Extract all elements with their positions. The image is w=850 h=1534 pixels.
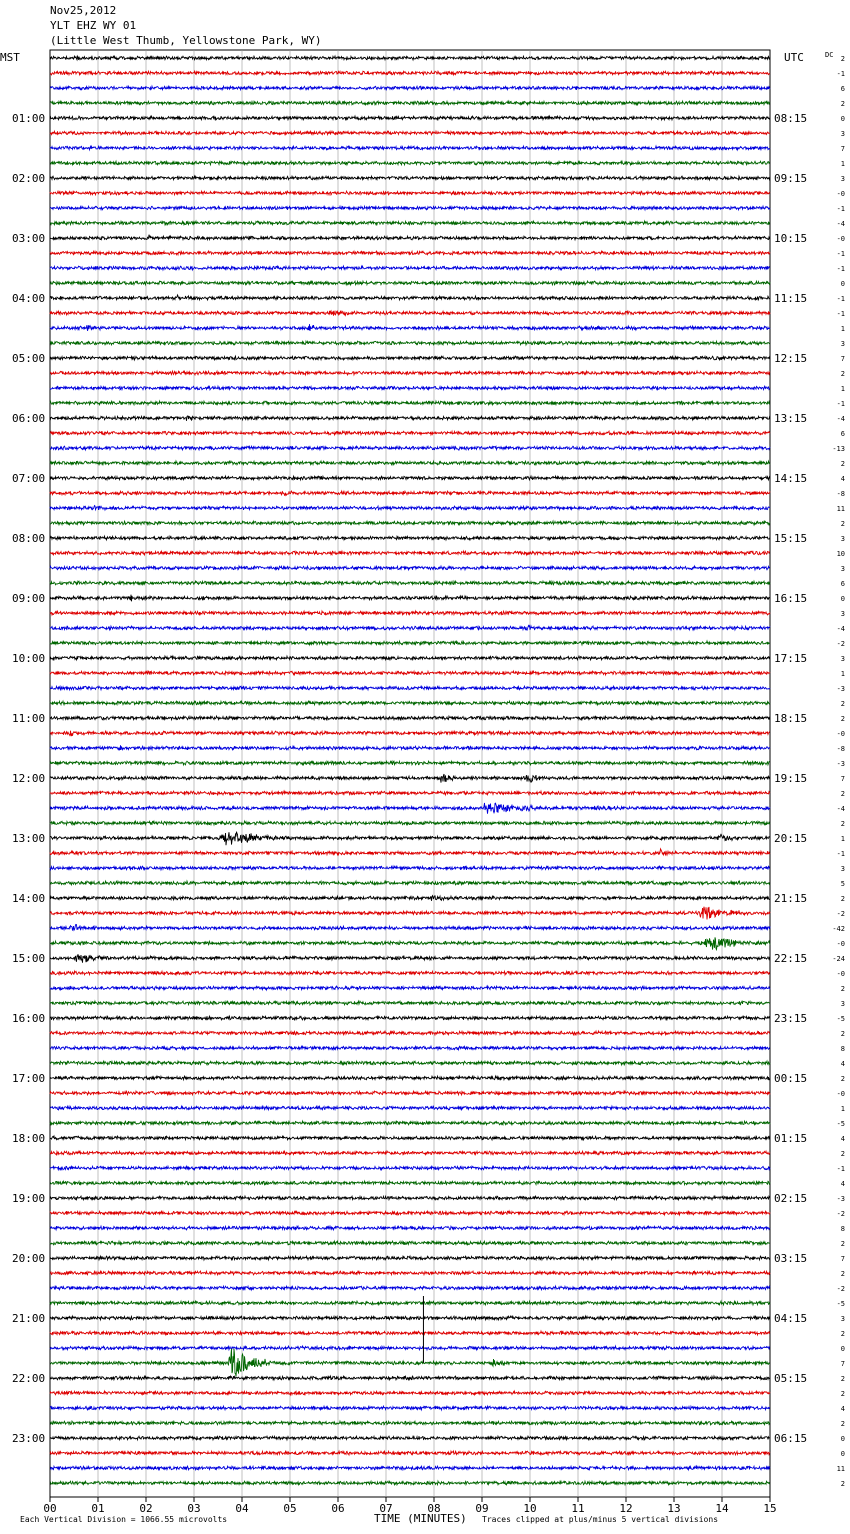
dc-offset-value: 2 <box>840 1075 845 1083</box>
dc-offset-value: 2 <box>840 460 845 468</box>
dc-offset-value: 0 <box>840 595 845 603</box>
left-timezone-label: MST <box>0 51 20 64</box>
dc-offset-value: -8 <box>836 490 845 498</box>
seismic-trace <box>50 1106 770 1110</box>
dc-offset-value: 2 <box>840 1480 845 1488</box>
dc-offset-value: -2 <box>836 1285 845 1293</box>
seismic-trace <box>50 1076 770 1080</box>
seismic-trace <box>50 1406 770 1410</box>
dc-offset-value: 2 <box>840 790 845 798</box>
seismic-trace <box>50 1226 770 1230</box>
dc-offset-value: -1 <box>836 310 845 318</box>
dc-offset-value: 2 <box>840 1150 845 1158</box>
left-hour-label: 22:00 <box>12 1372 46 1385</box>
dc-offset-value: 3 <box>840 1000 845 1008</box>
left-hour-label: 16:00 <box>12 1012 46 1025</box>
dc-offset-value: -24 <box>832 955 845 963</box>
seismic-trace <box>50 191 770 195</box>
right-hour-label: 22:15 <box>774 952 808 965</box>
dc-offset-value: 2 <box>840 1420 845 1428</box>
left-hour-label: 14:00 <box>12 892 46 905</box>
dc-offset-value: 2 <box>840 55 845 63</box>
seismic-trace <box>50 1046 770 1050</box>
seismic-trace <box>50 281 770 285</box>
right-hour-label: 18:15 <box>774 712 808 725</box>
dc-offset-value: -0 <box>836 1090 845 1098</box>
seismic-trace <box>50 116 770 120</box>
right-hour-label: 00:15 <box>774 1072 808 1085</box>
seismic-trace <box>50 924 770 930</box>
seismic-trace <box>50 161 770 165</box>
dc-offset-value: 3 <box>840 535 845 543</box>
seismic-trace <box>50 832 770 846</box>
seismic-trace <box>50 954 770 963</box>
seismic-trace <box>50 866 770 870</box>
seismic-trace <box>50 1421 770 1425</box>
dc-offset-value: 2 <box>840 100 845 108</box>
dc-offset-value: 2 <box>840 1270 845 1278</box>
dc-offset-value: 8 <box>840 1225 845 1233</box>
x-tick-label: 15 <box>763 1502 777 1515</box>
x-tick-label: 11 <box>571 1502 585 1515</box>
left-hour-label: 01:00 <box>12 112 46 125</box>
right-hour-label: 08:15 <box>774 112 808 125</box>
dc-offset-value: 7 <box>840 145 845 153</box>
dc-offset-value: 2 <box>840 715 845 723</box>
dc-offset-value: 11 <box>836 505 845 513</box>
seismic-trace <box>50 803 770 814</box>
dc-offset-value: 7 <box>840 1255 845 1263</box>
dc-offset-value: 7 <box>840 355 845 363</box>
seismic-trace <box>50 1121 770 1125</box>
left-hour-label: 10:00 <box>12 652 46 665</box>
dc-offset-value: -1 <box>836 70 845 78</box>
station-location: (Little West Thumb, Yellowstone Park, WY) <box>50 34 322 47</box>
left-hour-label: 02:00 <box>12 172 46 185</box>
dc-offset-value: 1 <box>840 160 845 168</box>
dc-offset-value: 3 <box>840 130 845 138</box>
seismic-trace <box>50 1376 770 1380</box>
dc-offset-value: -8 <box>836 745 845 753</box>
seismic-trace <box>50 251 770 255</box>
right-hour-label: 20:15 <box>774 832 808 845</box>
dc-offset-value: 0 <box>840 115 845 123</box>
seismic-trace <box>50 895 770 900</box>
right-hour-label: 09:15 <box>774 172 808 185</box>
x-tick-label: 08 <box>427 1502 441 1515</box>
dc-offset-value: -1 <box>836 400 845 408</box>
dc-offset-value: -5 <box>836 1120 845 1128</box>
left-hour-label: 17:00 <box>12 1072 46 1085</box>
seismic-trace <box>50 1016 770 1020</box>
dc-offset-value: 4 <box>840 1060 845 1068</box>
x-tick-label: 03 <box>187 1502 201 1515</box>
seismic-trace <box>50 1151 770 1155</box>
dc-offset-value: 0 <box>840 1345 845 1353</box>
dc-offset-value: 2 <box>840 1030 845 1038</box>
dc-offset-value: 11 <box>836 1465 845 1473</box>
seismic-trace <box>50 371 770 375</box>
seismic-trace <box>50 311 770 316</box>
x-tick-label: 01 <box>91 1502 105 1515</box>
plot-date: Nov25,2012 <box>50 4 117 17</box>
dc-offset-value: -0 <box>836 730 845 738</box>
left-hour-label: 18:00 <box>12 1132 46 1145</box>
seismic-trace <box>50 295 770 300</box>
dc-offset-value: 4 <box>840 1180 845 1188</box>
seismic-trace <box>50 686 770 690</box>
seismic-trace <box>50 1001 770 1005</box>
seismic-trace <box>50 56 770 60</box>
seismic-trace <box>50 551 770 555</box>
seismic-trace <box>50 611 770 615</box>
dc-offset-value: -5 <box>836 1015 845 1023</box>
right-hour-label: 10:15 <box>774 232 808 245</box>
seismic-trace <box>50 341 770 345</box>
seismic-trace <box>50 1316 770 1320</box>
dc-offset-value: 6 <box>840 430 845 438</box>
seismic-trace <box>50 1256 770 1260</box>
clip-note: Traces clipped at plus/minus 5 vertical divisions <box>482 1515 719 1524</box>
seismic-trace <box>50 774 770 783</box>
dc-offset-value: -3 <box>836 685 845 693</box>
dc-offset-value: 0 <box>840 1435 845 1443</box>
dc-offset-value: -0 <box>836 190 845 198</box>
right-hour-label: 11:15 <box>774 292 808 305</box>
dc-label: DC <box>825 51 834 59</box>
dc-offset-value: 3 <box>840 655 845 663</box>
dc-offset-value: 0 <box>840 1450 845 1458</box>
dc-offset-value: 1 <box>840 1105 845 1113</box>
seismic-trace <box>50 731 770 737</box>
seismic-trace <box>50 1271 770 1275</box>
right-hour-label: 12:15 <box>774 352 808 365</box>
seismic-trace <box>50 1241 770 1245</box>
x-axis-title: TIME (MINUTES) <box>374 1512 467 1525</box>
seismic-trace <box>50 791 770 795</box>
seismic-trace <box>50 1181 770 1185</box>
dc-offset-value: 2 <box>840 370 845 378</box>
dc-offset-value: 2 <box>840 895 845 903</box>
dc-offset-value: 3 <box>840 1315 845 1323</box>
right-hour-label: 14:15 <box>774 472 808 485</box>
right-hour-label: 01:15 <box>774 1132 808 1145</box>
seismic-trace <box>50 1436 770 1440</box>
scale-note: Each Vertical Division = 1066.55 microvolts <box>20 1515 228 1524</box>
seismic-trace <box>50 431 770 435</box>
seismic-trace <box>50 1196 770 1200</box>
left-hour-label: 06:00 <box>12 412 46 425</box>
dc-offset-value: 1 <box>840 325 845 333</box>
dc-offset-value: 2 <box>840 700 845 708</box>
dc-offset-value: 1 <box>840 835 845 843</box>
seismic-trace <box>50 907 770 920</box>
left-hour-label: 08:00 <box>12 532 46 545</box>
dc-offset-value: 2 <box>840 820 845 828</box>
dc-offset-value: -4 <box>836 415 845 423</box>
right-hour-label: 17:15 <box>774 652 808 665</box>
left-hour-label: 12:00 <box>12 772 46 785</box>
dc-offset-value: 3 <box>840 865 845 873</box>
seismic-trace <box>50 461 770 465</box>
seismic-trace <box>50 1136 770 1140</box>
dc-offset-value: -4 <box>836 625 845 633</box>
dc-offset-value: 4 <box>840 475 845 483</box>
seismic-trace <box>50 131 770 135</box>
right-hour-label: 02:15 <box>774 1192 808 1205</box>
dc-offset-value: -4 <box>836 805 845 813</box>
dc-offset-value: -3 <box>836 1195 845 1203</box>
seismic-trace <box>50 324 770 331</box>
seismic-trace <box>50 416 770 421</box>
dc-offset-value: 3 <box>840 565 845 573</box>
right-hour-label: 04:15 <box>774 1312 808 1325</box>
seismic-trace <box>50 86 770 90</box>
seismic-trace <box>50 849 770 855</box>
seismic-trace <box>50 1211 770 1215</box>
dc-offset-value: -5 <box>836 1300 845 1308</box>
dc-offset-value: -2 <box>836 910 845 918</box>
right-hour-label: 23:15 <box>774 1012 808 1025</box>
seismic-trace <box>50 206 770 210</box>
dc-offset-value: -42 <box>832 925 845 933</box>
right-hour-label: 16:15 <box>774 592 808 605</box>
seismic-trace <box>50 986 770 990</box>
seismic-trace <box>50 1451 770 1455</box>
seismic-trace <box>50 716 770 720</box>
dc-offset-value: -0 <box>836 940 845 948</box>
seismic-trace <box>50 1466 770 1470</box>
trace-layer <box>50 56 770 1485</box>
seismic-trace <box>50 625 770 630</box>
right-hour-label: 05:15 <box>774 1372 808 1385</box>
seismic-trace <box>50 146 770 150</box>
right-hour-label: 15:15 <box>774 532 808 545</box>
x-tick-label: 00 <box>43 1502 57 1515</box>
dc-offset-value: 2 <box>840 520 845 528</box>
seismic-trace <box>50 221 770 225</box>
dc-offset-value: 2 <box>840 1240 845 1248</box>
seismic-trace <box>50 356 770 360</box>
seismic-trace <box>50 595 770 602</box>
x-tick-label: 14 <box>715 1502 729 1515</box>
right-hour-label: 03:15 <box>774 1252 808 1265</box>
x-tick-label: 07 <box>379 1502 393 1515</box>
dc-offset-value: 3 <box>840 340 845 348</box>
seismic-trace <box>50 521 770 525</box>
left-hour-label: 19:00 <box>12 1192 46 1205</box>
seismic-trace <box>50 881 770 885</box>
right-timezone-label: UTC <box>784 51 804 64</box>
seismic-trace <box>50 506 770 510</box>
x-tick-label: 02 <box>139 1502 153 1515</box>
dc-offset-value: 8 <box>840 1045 845 1053</box>
dc-offset-value: -2 <box>836 640 845 648</box>
seismic-trace <box>50 266 770 270</box>
seismic-trace <box>50 1301 770 1305</box>
seismic-trace <box>50 566 770 570</box>
seismic-trace <box>50 745 770 750</box>
dc-offset-value: 5 <box>840 880 845 888</box>
dc-offset-value: 2 <box>840 1390 845 1398</box>
seismic-trace <box>50 235 770 240</box>
seismic-trace <box>50 1061 770 1065</box>
dc-offset-value: -0 <box>836 235 845 243</box>
x-tick-label: 13 <box>667 1502 681 1515</box>
dc-offset-value: -2 <box>836 1210 845 1218</box>
seismic-trace <box>50 701 770 705</box>
left-hour-label: 09:00 <box>12 592 46 605</box>
dc-offset-value: 7 <box>840 775 845 783</box>
left-hour-label: 07:00 <box>12 472 46 485</box>
seismic-trace <box>50 1091 770 1095</box>
left-hour-label: 20:00 <box>12 1252 46 1265</box>
seismic-trace <box>50 536 770 540</box>
label-layer <box>0 51 845 1515</box>
seismic-trace <box>50 761 770 765</box>
right-hour-label: 06:15 <box>774 1432 808 1445</box>
left-hour-label: 21:00 <box>12 1312 46 1325</box>
dc-offset-value: 1 <box>840 385 845 393</box>
seismic-trace <box>50 446 770 450</box>
seismic-trace <box>50 1391 770 1395</box>
dc-offset-value: 2 <box>840 1375 845 1383</box>
dc-offset-value: 3 <box>840 610 845 618</box>
seismic-trace <box>50 1349 770 1377</box>
seismic-trace <box>50 1331 770 1335</box>
x-tick-label: 06 <box>331 1502 345 1515</box>
dc-offset-value: -1 <box>836 205 845 213</box>
dc-offset-value: 2 <box>840 1330 845 1338</box>
left-hour-label: 23:00 <box>12 1432 46 1445</box>
seismic-trace <box>50 71 770 75</box>
dc-offset-value: -1 <box>836 850 845 858</box>
seismic-trace <box>50 401 770 405</box>
dc-offset-value: -1 <box>836 295 845 303</box>
x-tick-label: 12 <box>619 1502 633 1515</box>
seismic-trace <box>50 1166 770 1170</box>
x-tick-label: 09 <box>475 1502 489 1515</box>
seismic-trace <box>50 386 770 390</box>
dc-offset-value: 4 <box>840 1135 845 1143</box>
seismic-trace <box>50 641 770 645</box>
dc-offset-value: -3 <box>836 760 845 768</box>
dc-offset-value: 10 <box>836 550 845 558</box>
station-code: YLT EHZ WY 01 <box>50 19 137 32</box>
left-hour-label: 15:00 <box>12 952 46 965</box>
left-hour-label: 04:00 <box>12 292 46 305</box>
dc-offset-value: -0 <box>836 970 845 978</box>
seismic-trace <box>50 1286 770 1290</box>
right-hour-label: 13:15 <box>774 412 808 425</box>
x-tick-label: 05 <box>283 1502 297 1515</box>
right-hour-label: 19:15 <box>774 772 808 785</box>
seismic-trace <box>50 1031 770 1035</box>
seismic-trace <box>50 101 770 105</box>
seismic-trace <box>50 491 770 496</box>
left-hour-label: 05:00 <box>12 352 46 365</box>
seismic-trace <box>50 656 770 660</box>
seismic-trace <box>50 937 770 949</box>
dc-offset-value: 6 <box>840 580 845 588</box>
left-hour-label: 03:00 <box>12 232 46 245</box>
dc-offset-value: 0 <box>840 280 845 288</box>
left-hour-label: 13:00 <box>12 832 46 845</box>
dc-offset-value: -13 <box>832 445 845 453</box>
dc-offset-value: 2 <box>840 985 845 993</box>
seismic-trace <box>50 671 770 675</box>
x-tick-label: 10 <box>523 1502 537 1515</box>
seismic-trace <box>50 821 770 825</box>
seismic-trace <box>50 1481 770 1485</box>
left-hour-label: 11:00 <box>12 712 46 725</box>
dc-offset-value: -1 <box>836 250 845 258</box>
right-hour-label: 21:15 <box>774 892 808 905</box>
dc-offset-value: 6 <box>840 85 845 93</box>
dc-offset-value: 3 <box>840 175 845 183</box>
seismic-trace <box>50 971 770 975</box>
dc-offset-value: -1 <box>836 1165 845 1173</box>
dc-offset-value: 4 <box>840 1405 845 1413</box>
x-tick-label: 04 <box>235 1502 249 1515</box>
dc-offset-value: 1 <box>840 670 845 678</box>
seismic-trace <box>50 476 770 480</box>
dc-offset-value: 7 <box>840 1360 845 1368</box>
seismic-trace <box>50 581 770 585</box>
seismic-trace <box>50 1346 770 1350</box>
dc-offset-value: -4 <box>836 220 845 228</box>
dc-offset-value: -1 <box>836 265 845 273</box>
seismic-trace <box>50 176 770 180</box>
